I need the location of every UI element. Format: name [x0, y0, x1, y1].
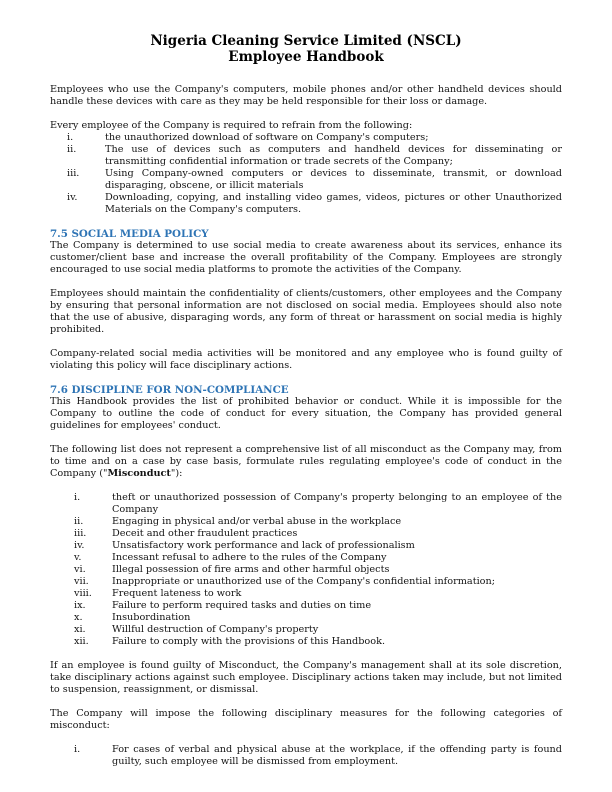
list-marker: x. — [74, 612, 83, 623]
para-social-media-2: Employees should maintain the confidentiality of clients/customers, other employees and the Company by ensuring that personal information are not disclosed on social media. Employees should also note that the use of abusive, disparaging words, any form of threat or harassment on social media is highly prohibited. — [50, 288, 562, 335]
list-marker: xi. — [74, 624, 86, 635]
document-title — [50, 33, 562, 65]
list-item — [50, 600, 562, 612]
list-marker: i. — [74, 744, 81, 755]
list-item-text: Engaging in physical and/or verbal abuse in the workplace — [112, 516, 402, 527]
list-marker: iii. — [67, 168, 80, 179]
list-item-text: The use of devices such as computers and handheld devices for disseminating or transmitting confidential information or trade secrets of the Company; — [105, 144, 562, 167]
para-social-media-3: Company-related social media activities will be monitored and any employee who is found guilty of violating this policy will face disciplinary actions. — [50, 348, 562, 371]
list-marker: iv. — [74, 540, 85, 551]
para-discipline-1: This Handbook provides the list of prohibited behavior or conduct. While it is impossible for the Company to outline the code of conduct for every situation, the Company has provided general guidelines for employees' conduct. — [50, 396, 562, 431]
list-item — [50, 564, 562, 576]
list-item-text: Incessant refusal to adhere to the rules of the Company — [112, 552, 387, 563]
para-devices-care: Employees who use the Company's computers, mobile phones and/or other handheld devices should handle these devices with care as they may be held responsible for their loss or damage. — [50, 84, 562, 107]
list-marker: iii. — [74, 528, 87, 539]
list-item — [50, 528, 562, 540]
list-marker: i. — [74, 492, 81, 503]
list-item-text: Downloading, copying, and installing video games, videos, pictures or other Unauthorized Materials on the Company's computers. — [105, 192, 562, 215]
list-item-text: Deceit and other fraudulent practices — [112, 528, 298, 539]
list-marker: v. — [74, 552, 82, 563]
list-marker: vii. — [74, 576, 89, 587]
list-item-text: Willful destruction of Company's property — [112, 624, 319, 635]
list-item — [50, 540, 562, 552]
section-7-5-heading: 7.5 SOCIAL MEDIA POLICY — [50, 228, 209, 240]
list-item — [50, 636, 562, 648]
company-name: Nigeria Cleaning Service Limited (NSCL) — [150, 33, 462, 49]
list-item-text: Using Company-owned computers or devices to disseminate, transmit, or download disparaging, obscene, or illicit materials — [105, 168, 562, 191]
list-item — [50, 576, 562, 588]
list-item-text: For cases of verbal and physical abuse at the workplace, if the offending party is found guilty, such employee will be dismissed from employment. — [112, 744, 562, 767]
list-item — [50, 192, 562, 216]
list-marker: iv. — [67, 192, 78, 203]
list-item — [50, 588, 562, 600]
list-item — [50, 168, 562, 192]
measures-list — [50, 744, 562, 768]
list-marker: i. — [67, 132, 74, 143]
misconduct-intro-post: "): — [170, 468, 183, 479]
list-item-text: Inappropriate or unauthorized use of the Company's confidential information; — [112, 576, 496, 587]
list-item — [50, 552, 562, 564]
list-item — [50, 492, 562, 516]
list-marker: ix. — [74, 600, 86, 611]
list-item-text: Failure to comply with the provisions of this Handbook. — [112, 636, 386, 647]
list-item-text: Illegal possession of fire arms and other harmful objects — [112, 564, 390, 575]
list-item — [50, 612, 562, 624]
list-item-text: theft or unauthorized possession of Company's property belonging to an employee of the Company — [112, 492, 562, 515]
document-subtitle: Employee Handbook — [228, 49, 384, 65]
misconduct-list — [50, 492, 562, 648]
list-item-text: the unauthorized download of software on Company's computers; — [105, 132, 429, 143]
list-marker: ii. — [74, 516, 84, 527]
list-item-text: Insubordination — [112, 612, 191, 623]
list-marker: xii. — [74, 636, 89, 647]
list-item — [50, 132, 562, 144]
list-item-text: Unsatisfactory work performance and lack of professionalism — [112, 540, 415, 551]
list-marker: vi. — [74, 564, 86, 575]
para-social-media-1: The Company is determined to use social media to create awareness about its services, enhance its customer/client base and increase the overall profitability of the Company. Employees are strongly encouraged to use social media platforms to promote the activities of the Company. — [50, 240, 562, 275]
para-misconduct-intro — [50, 444, 562, 480]
list-marker: ii. — [67, 144, 77, 155]
list-item — [50, 624, 562, 636]
refrain-list — [50, 132, 562, 216]
list-item — [50, 516, 562, 528]
section-7-6-heading: 7.6 DISCIPLINE FOR NON-COMPLIANCE — [50, 384, 289, 396]
para-refrain-intro: Every employee of the Company is required to refrain from the following: — [50, 120, 413, 131]
list-item — [50, 744, 562, 768]
para-guilty-discipline: If an employee is found guilty of Misconduct, the Company's management shall at its sole discretion, take disciplinary actions against such employee. Disciplinary actions taken may include, but not limited to suspension, reassignment, or dismissal. — [50, 660, 562, 695]
list-item — [50, 144, 562, 168]
misconduct-intro-pre: The following list does not represent a comprehensive list of all misconduct as the Company may, from to time and on a case by case basis, formulate rules regulating employee's code of conduct in the Company (" — [50, 444, 562, 479]
list-item-text: Failure to perform required tasks and duties on time — [112, 600, 372, 611]
list-item-text: Frequent lateness to work — [112, 588, 242, 599]
list-marker: viii. — [74, 588, 92, 599]
para-measures-intro: The Company will impose the following disciplinary measures for the following categories of misconduct: — [50, 708, 562, 731]
misconduct-term: Misconduct — [107, 468, 171, 479]
